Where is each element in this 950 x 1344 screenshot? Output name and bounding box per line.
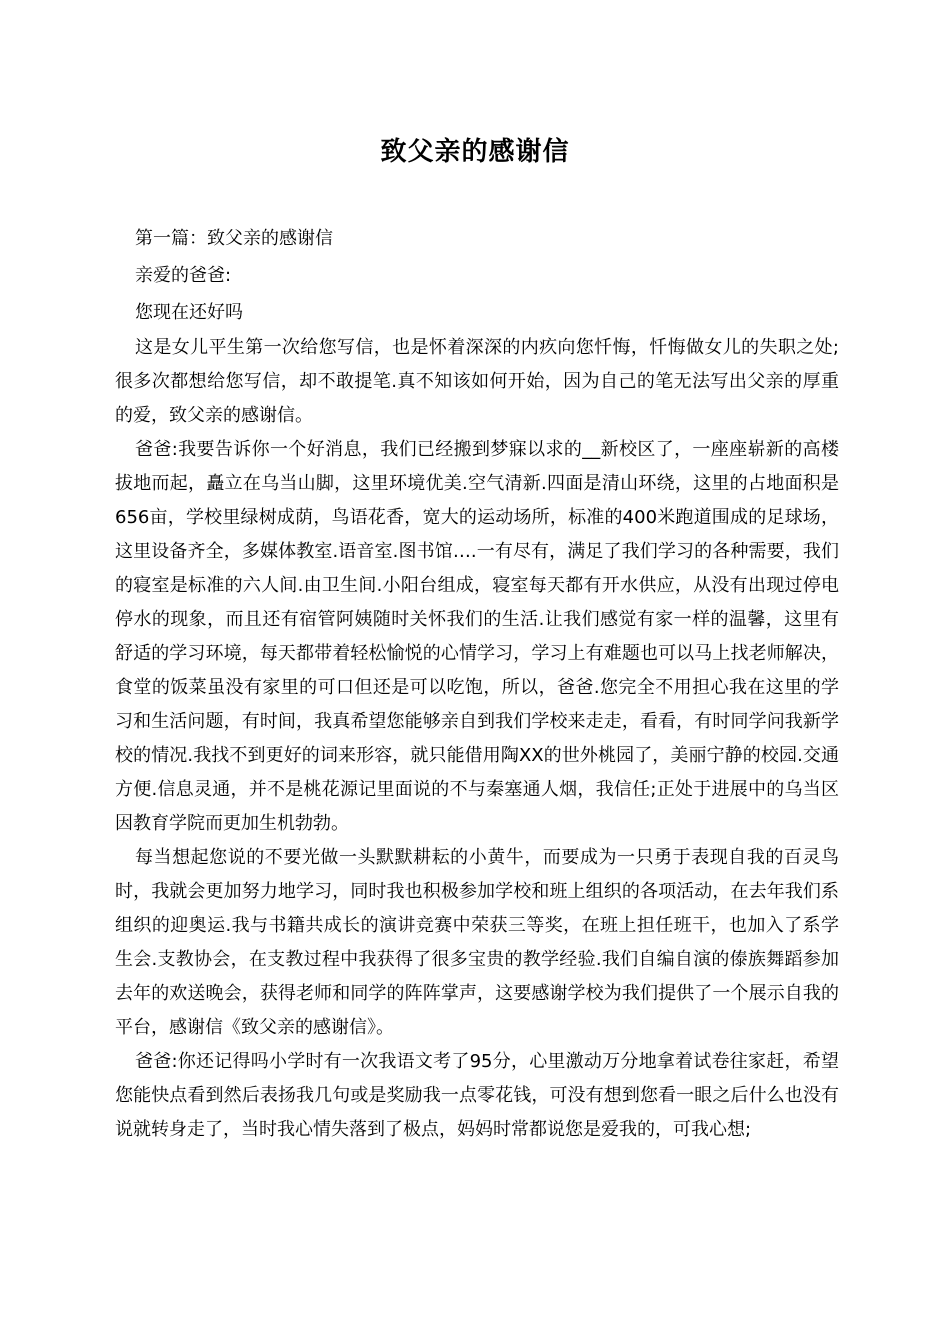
greeting-line: 您现在还好吗 xyxy=(135,302,243,323)
paragraph: 爸爸:我要告诉你一个好消息，我们已经搬到梦寐以求的__新校区了，一座座崭新的高楼拔地而起，矗立在乌当山脚，这里环境优美.空气清新.四面是清山环绕，这里的占地面积是656亩，学校里绿树成荫，鸟语花香，宽大的运动场所，标准的400米跑道围成的足球场，这里设备齐全，多媒体教室.语音室.图书馆….一有尽有，满足了我们学习的各种需要，我们的寝室是标准的六人间.由卫生间.小阳台组成，寝室每天都有开水供应，从没有出现过停电停水的现象，而且还有宿管阿姨随时关怀我们的生活.让我们感觉有家一样的温馨，这里有舒适的学习环境，每天都带着轻松愉悦的心情学习，学习上有难题也可以马上找老师解决，食堂的饭菜虽没有家里的可口但还是可以吃饱，所以，爸爸.您完全不用担心我在这里的学习和生活问题，有时间，我真希望您能够亲自到我们学校来走走，看看，有时同学问我新学校的情况.我找不到更好的词来形容，就只能借用陶XX的世外桃园了，美丽宁静的校园.交通方便.信息灵通，并不是桃花源记里面说的不与秦塞通人烟，我信任;正处于进展中的乌当区因教育学院而更加生机勃勃。 xyxy=(115,439,839,834)
paragraph: 每当想起您说的不要光做一头默默耕耘的小黄牛，而要成为一只勇于表现自我的百灵鸟时，我就会更加努力地学习，同时我也积极参加学校和班上组织的各项活动，在去年我们系组织的迎奥运.我与书籍共成长的演讲竞赛中荣获三等奖，在班上担任班干，也加入了系学生会.支教协会，在支教过程中我获得了很多宝贵的教学经验.我们自编自演的傣族舞蹈参加去年的欢送晚会，获得老师和同学的阵阵掌声，这要感谢学校为我们提供了一个展示自我的平台，感谢信《致父亲的感谢信》。 xyxy=(115,847,839,1038)
document-title: 致父亲的感谢信 xyxy=(380,137,570,167)
paragraph: 这是女儿平生第一次给您写信，也是怀着深深的内疚向您忏悔，忏悔做女儿的失职之处;很多次都想给您写信，却不敢提笔.真不知该如何开始，因为自己的笔无法写出父亲的厚重的爱，致父亲的感谢信。 xyxy=(115,337,839,426)
paragraph: 爸爸:你还记得吗小学时有一次我语文考了95分，心里激动万分地拿着试卷往家赶，希望您能快点看到然后表扬我几句或是奖励我一点零花钱，可没有想到您看一眼之后什么也没有说就转身走了，当时我心情失落到了极点，妈妈时常都说您是爱我的，可我心想; xyxy=(115,1051,839,1140)
section-heading: 第一篇：致父亲的感谢信 xyxy=(135,228,333,249)
letter-body xyxy=(115,220,839,1147)
salutation: 亲爱的爸爸: xyxy=(135,265,232,286)
